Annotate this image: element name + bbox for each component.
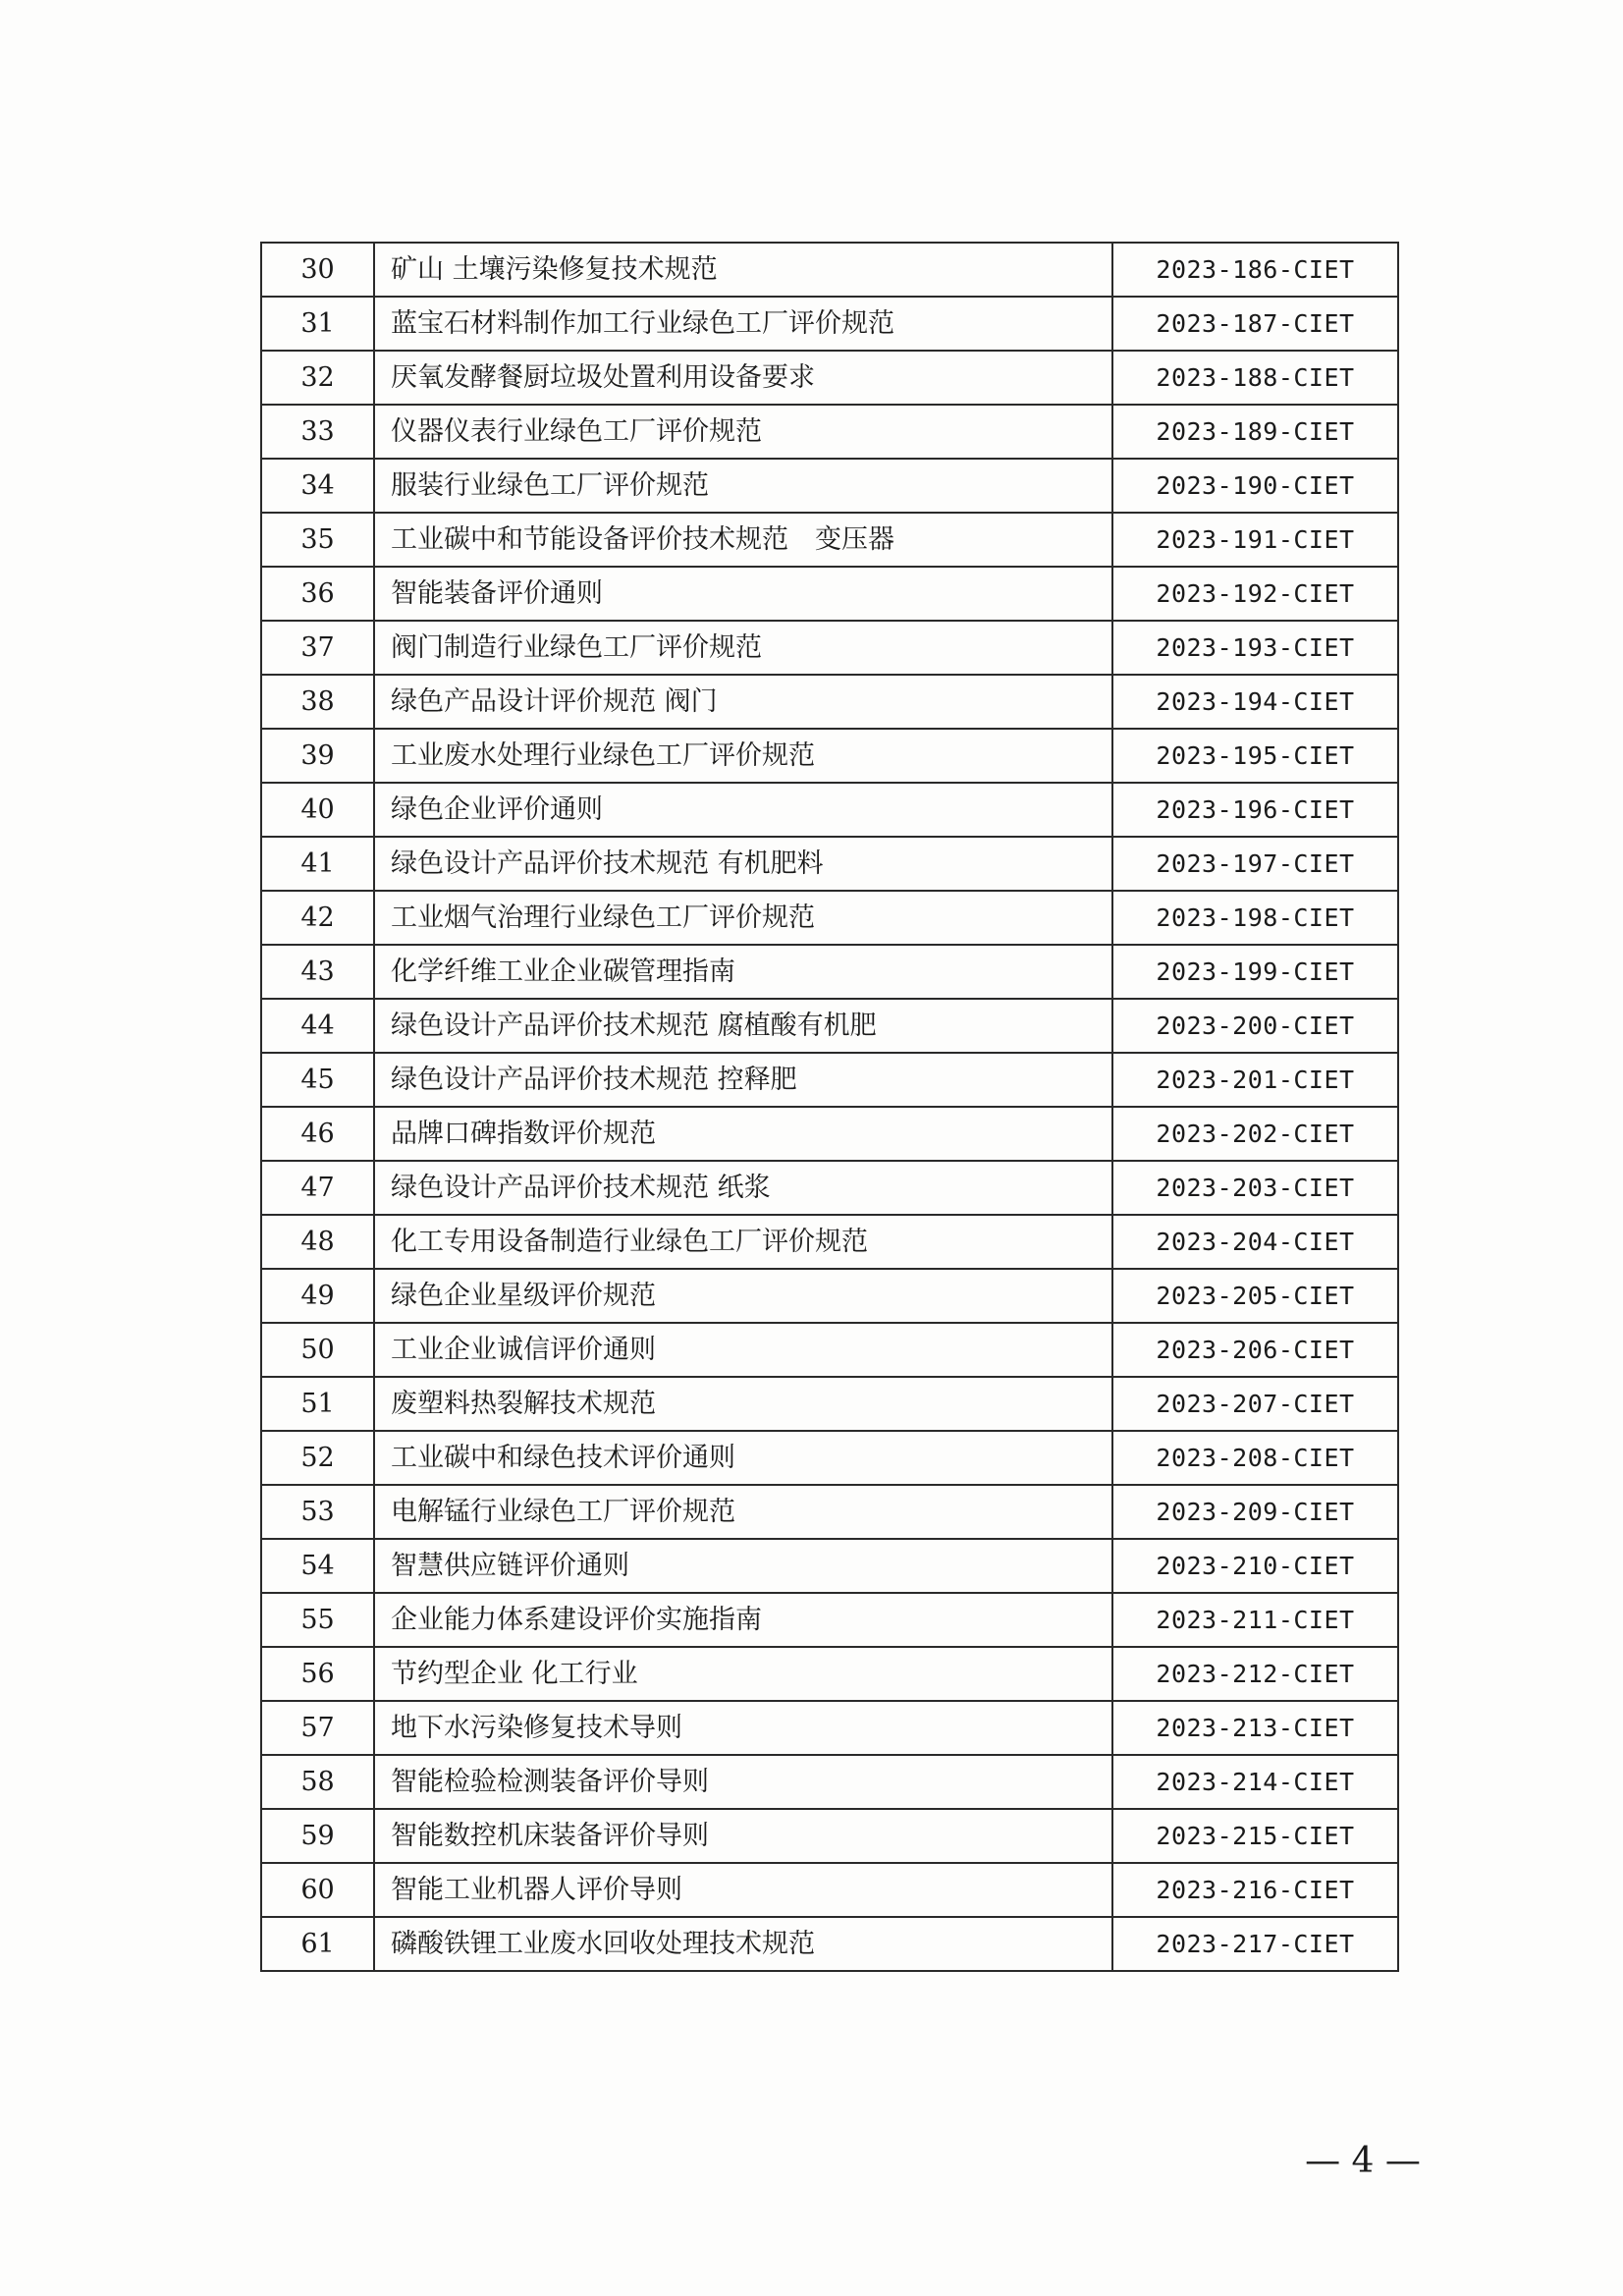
standard-name: 蓝宝石材料制作加工行业绿色工厂评价规范 [374,297,1112,351]
standard-name: 化工专用设备制造行业绿色工厂评价规范 [374,1215,1112,1269]
table-row [261,1593,1398,1647]
standard-name: 阀门制造行业绿色工厂评价规范 [374,621,1112,675]
standard-code: 2023-213-CIET [1112,1701,1398,1755]
table-row [261,1863,1398,1917]
standard-code: 2023-198-CIET [1112,891,1398,945]
row-number: 50 [261,1323,374,1377]
standard-name: 仪器仪表行业绿色工厂评价规范 [374,405,1112,459]
table-row [261,1323,1398,1377]
row-number: 34 [261,459,374,513]
standard-code: 2023-216-CIET [1112,1863,1398,1917]
table-row [261,1701,1398,1755]
table-row [261,1053,1398,1107]
standard-code: 2023-191-CIET [1112,513,1398,567]
row-number: 55 [261,1593,374,1647]
standard-name: 绿色设计产品评价技术规范 有机肥料 [374,837,1112,891]
standard-name: 智慧供应链评价通则 [374,1539,1112,1593]
table-row [261,945,1398,999]
standard-code: 2023-203-CIET [1112,1161,1398,1215]
standard-code: 2023-207-CIET [1112,1377,1398,1431]
row-number: 31 [261,297,374,351]
row-number: 35 [261,513,374,567]
standard-name: 企业能力体系建设评价实施指南 [374,1593,1112,1647]
standard-code: 2023-199-CIET [1112,945,1398,999]
row-number: 46 [261,1107,374,1161]
row-number: 40 [261,783,374,837]
row-number: 36 [261,567,374,621]
row-number: 51 [261,1377,374,1431]
row-number: 61 [261,1917,374,1971]
standard-code: 2023-197-CIET [1112,837,1398,891]
table-row [261,1377,1398,1431]
standard-code: 2023-186-CIET [1112,243,1398,297]
table-row [261,297,1398,351]
standard-name: 工业碳中和节能设备评价技术规范 变压器 [374,513,1112,567]
standard-name: 地下水污染修复技术导则 [374,1701,1112,1755]
standard-code: 2023-201-CIET [1112,1053,1398,1107]
standard-code: 2023-208-CIET [1112,1431,1398,1485]
standard-name: 绿色设计产品评价技术规范 纸浆 [374,1161,1112,1215]
standard-name: 废塑料热裂解技术规范 [374,1377,1112,1431]
row-number: 33 [261,405,374,459]
table-row [261,1431,1398,1485]
table-row [261,1485,1398,1539]
row-number: 47 [261,1161,374,1215]
standard-name: 智能检验检测装备评价导则 [374,1755,1112,1809]
row-number: 30 [261,243,374,297]
standard-name: 矿山 土壤污染修复技术规范 [374,243,1112,297]
standard-code: 2023-205-CIET [1112,1269,1398,1323]
standard-code: 2023-195-CIET [1112,729,1398,783]
table-row [261,891,1398,945]
standard-name: 绿色设计产品评价技术规范 腐植酸有机肥 [374,999,1112,1053]
table-row [261,1917,1398,1971]
standard-code: 2023-196-CIET [1112,783,1398,837]
standard-code: 2023-204-CIET [1112,1215,1398,1269]
table-row [261,1107,1398,1161]
standard-code: 2023-193-CIET [1112,621,1398,675]
row-number: 39 [261,729,374,783]
row-number: 44 [261,999,374,1053]
standard-code: 2023-192-CIET [1112,567,1398,621]
standard-name: 智能数控机床装备评价导则 [374,1809,1112,1863]
table-row [261,405,1398,459]
table-row [261,1161,1398,1215]
standard-code: 2023-188-CIET [1112,351,1398,405]
standard-name: 工业企业诚信评价通则 [374,1323,1112,1377]
standard-name: 工业废水处理行业绿色工厂评价规范 [374,729,1112,783]
standard-name: 绿色设计产品评价技术规范 控释肥 [374,1053,1112,1107]
standard-code: 2023-189-CIET [1112,405,1398,459]
row-number: 60 [261,1863,374,1917]
row-number: 53 [261,1485,374,1539]
standard-code: 2023-206-CIET [1112,1323,1398,1377]
standard-name: 工业碳中和绿色技术评价通则 [374,1431,1112,1485]
table-row [261,1809,1398,1863]
standard-code: 2023-209-CIET [1112,1485,1398,1539]
standard-name: 化学纤维工业企业碳管理指南 [374,945,1112,999]
standard-name: 厌氧发酵餐厨垃圾处置利用设备要求 [374,351,1112,405]
standard-code: 2023-194-CIET [1112,675,1398,729]
row-number: 48 [261,1215,374,1269]
standard-code: 2023-217-CIET [1112,1917,1398,1971]
standard-code: 2023-214-CIET [1112,1755,1398,1809]
standard-name: 服装行业绿色工厂评价规范 [374,459,1112,513]
standard-name: 绿色企业星级评价规范 [374,1269,1112,1323]
standard-name: 智能工业机器人评价导则 [374,1863,1112,1917]
standard-name: 电解锰行业绿色工厂评价规范 [374,1485,1112,1539]
standard-code: 2023-210-CIET [1112,1539,1398,1593]
standard-name: 品牌口碑指数评价规范 [374,1107,1112,1161]
row-number: 49 [261,1269,374,1323]
table-row [261,999,1398,1053]
standard-code: 2023-202-CIET [1112,1107,1398,1161]
standards-table [260,242,1399,1972]
standards-table-body [261,243,1398,1971]
table-row [261,1539,1398,1593]
table-row [261,567,1398,621]
standard-name: 绿色企业评价通则 [374,783,1112,837]
standard-code: 2023-215-CIET [1112,1809,1398,1863]
row-number: 59 [261,1809,374,1863]
row-number: 45 [261,1053,374,1107]
standard-name: 绿色产品设计评价规范 阀门 [374,675,1112,729]
table-row [261,1269,1398,1323]
table-row [261,621,1398,675]
row-number: 57 [261,1701,374,1755]
row-number: 52 [261,1431,374,1485]
row-number: 32 [261,351,374,405]
table-row [261,459,1398,513]
standard-code: 2023-187-CIET [1112,297,1398,351]
table-row [261,351,1398,405]
table-row [261,513,1398,567]
row-number: 54 [261,1539,374,1593]
table-row [261,1755,1398,1809]
row-number: 42 [261,891,374,945]
row-number: 37 [261,621,374,675]
standard-name: 智能装备评价通则 [374,567,1112,621]
standard-name: 工业烟气治理行业绿色工厂评价规范 [374,891,1112,945]
standard-code: 2023-211-CIET [1112,1593,1398,1647]
row-number: 56 [261,1647,374,1701]
row-number: 41 [261,837,374,891]
row-number: 38 [261,675,374,729]
row-number: 43 [261,945,374,999]
standard-code: 2023-200-CIET [1112,999,1398,1053]
row-number: 58 [261,1755,374,1809]
table-row [261,675,1398,729]
standard-code: 2023-190-CIET [1112,459,1398,513]
page-number: — 4 — [1305,2141,1421,2181]
standard-code: 2023-212-CIET [1112,1647,1398,1701]
table-row [261,1647,1398,1701]
standard-name: 节约型企业 化工行业 [374,1647,1112,1701]
table-row [261,837,1398,891]
standard-name: 磷酸铁锂工业废水回收处理技术规范 [374,1917,1112,1971]
table-row [261,783,1398,837]
table-row [261,1215,1398,1269]
table-row [261,729,1398,783]
table-row [261,243,1398,297]
